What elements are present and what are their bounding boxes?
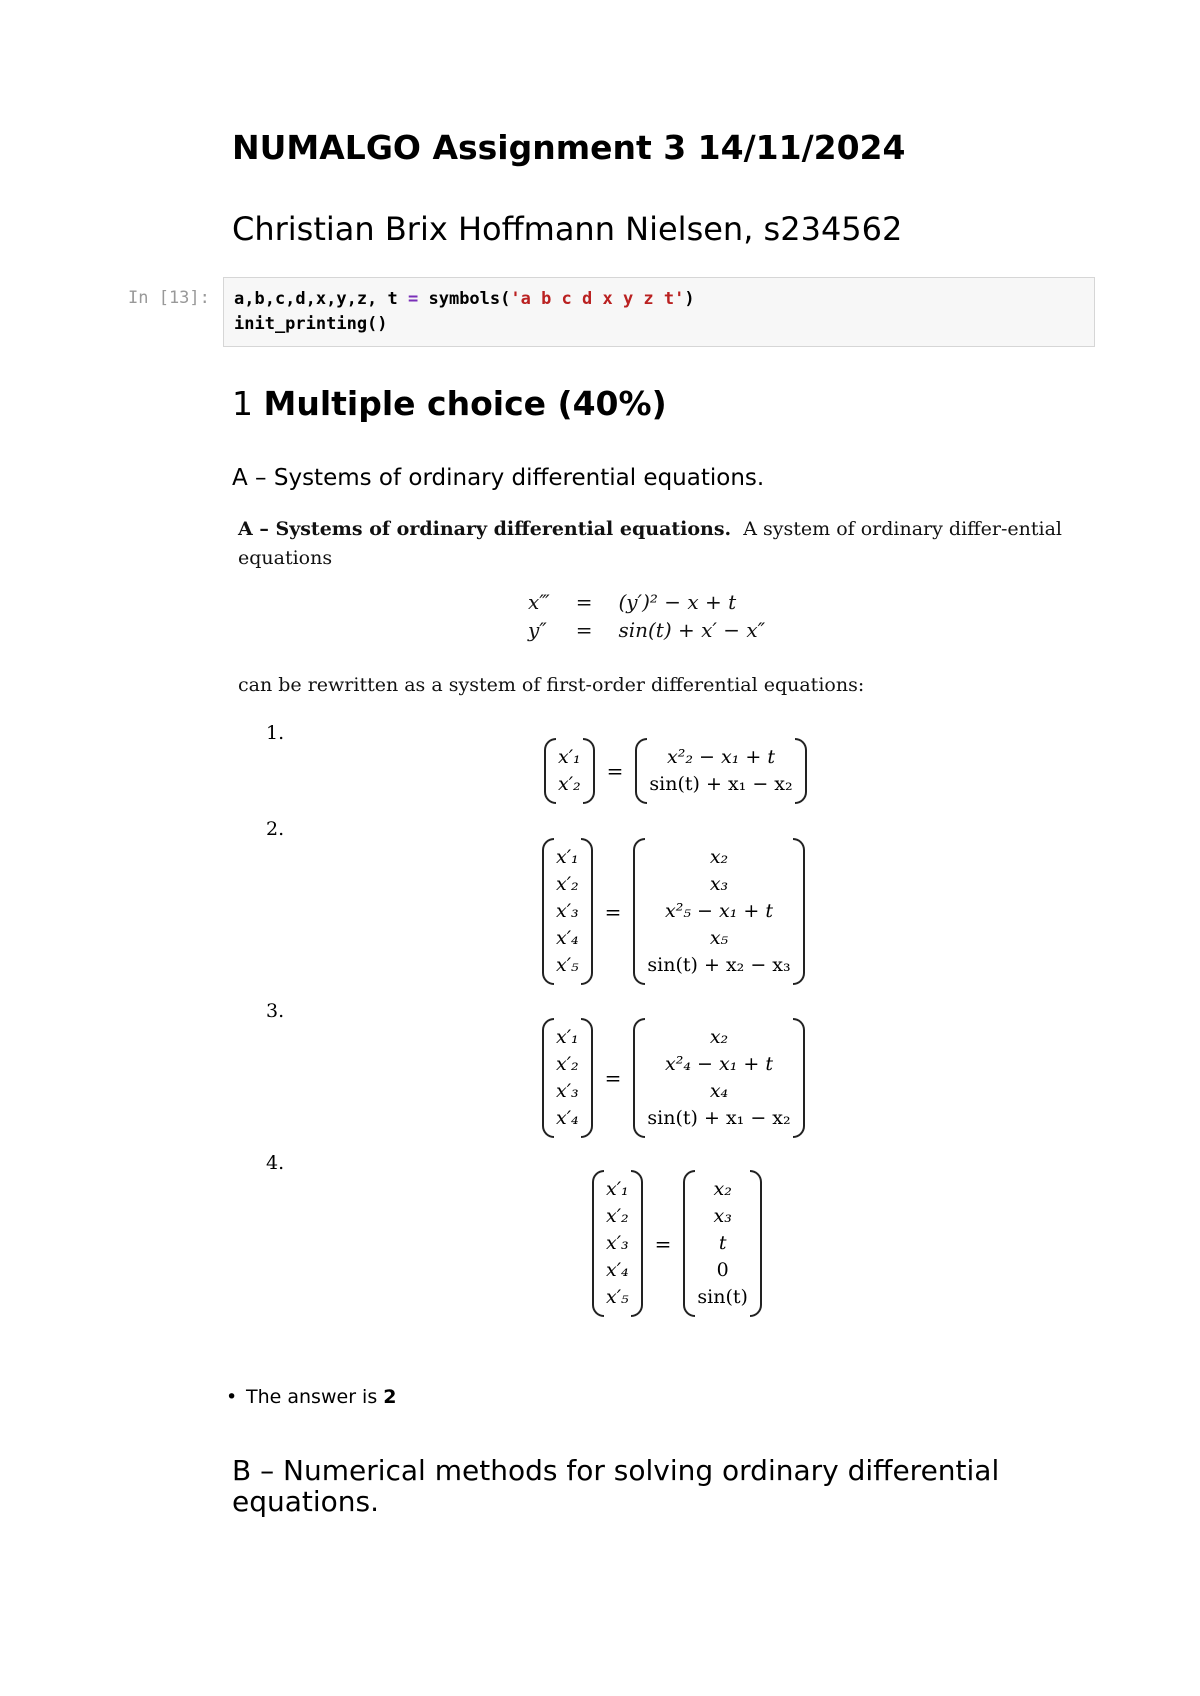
rhs-entry: x₂ bbox=[709, 846, 729, 868]
rewrite-text: can be rewritten as a system of first-order differential equations: bbox=[238, 674, 865, 696]
lhs-entry: x′₅ bbox=[606, 1286, 629, 1308]
option-3-matrix bbox=[542, 1018, 805, 1138]
lhs-entry: x′₄ bbox=[606, 1259, 629, 1281]
code-cell[interactable] bbox=[223, 277, 1095, 347]
lhs-entry: x′₁ bbox=[558, 746, 581, 768]
option-1-label: 1. bbox=[266, 722, 285, 744]
eq2-rhs: sin(t) + x′ − x″ bbox=[618, 618, 766, 642]
code-line-2: init_printing() bbox=[234, 314, 388, 334]
rhs-entry: x₃ bbox=[709, 873, 729, 895]
author-line: Christian Brix Hoffmann Nielsen, s234562 bbox=[232, 210, 903, 248]
code-vars: a,b,c,d,x,y,z, t bbox=[234, 289, 398, 309]
eq1-sign: = bbox=[575, 590, 593, 614]
option-4-eq: = bbox=[654, 1231, 672, 1256]
option-2-eq: = bbox=[604, 899, 622, 924]
section-number: 1 bbox=[232, 384, 253, 423]
option-3-lhs bbox=[542, 1018, 593, 1138]
option-2-lhs bbox=[542, 838, 593, 985]
cell-prompt: In [13]: bbox=[128, 288, 210, 308]
lhs-entry: x′₂ bbox=[556, 873, 579, 895]
lhs-entry: x′₂ bbox=[558, 773, 581, 795]
rhs-entry: sin(t) + x₁ − x₂ bbox=[649, 773, 793, 795]
code-assign: = bbox=[397, 289, 429, 309]
lhs-entry: x′₁ bbox=[556, 1026, 579, 1048]
rhs-entry: x₃ bbox=[713, 1205, 732, 1227]
rhs-entry: x₅ bbox=[709, 927, 729, 949]
answer-prefix: The answer is bbox=[246, 1386, 384, 1408]
eq2-sign: = bbox=[575, 618, 593, 642]
lhs-entry: x′₂ bbox=[606, 1205, 629, 1227]
code-close: ) bbox=[684, 289, 695, 309]
rhs-entry: sin(t) bbox=[697, 1286, 748, 1308]
rhs-entry: sin(t) + x₁ − x₂ bbox=[647, 1107, 791, 1129]
lhs-entry: x′₂ bbox=[556, 1053, 579, 1075]
code-string: 'a b c d x y z t' bbox=[510, 289, 685, 309]
option-4-matrix bbox=[592, 1170, 762, 1317]
intro-bold: A – Systems of ordinary differential equations. bbox=[238, 518, 732, 540]
rhs-entry: x₂ bbox=[713, 1178, 732, 1200]
lhs-entry: x′₃ bbox=[556, 1080, 579, 1102]
eq2-lhs: y″ bbox=[528, 618, 547, 642]
rhs-entry: x²₄ − x₁ + t bbox=[665, 1053, 773, 1075]
lhs-entry: x′₁ bbox=[606, 1178, 629, 1200]
rhs-entry: sin(t) + x₂ − x₃ bbox=[647, 954, 791, 976]
page-title: NUMALGO Assignment 3 14/11/2024 bbox=[232, 128, 906, 167]
part-b-heading: B – Numerical methods for solving ordinary differential equations. bbox=[232, 1454, 1000, 1518]
lhs-entry: x′₃ bbox=[606, 1232, 629, 1254]
option-1-lhs bbox=[544, 738, 595, 804]
rhs-entry: t bbox=[718, 1232, 727, 1254]
option-2-matrix bbox=[542, 838, 805, 985]
option-1-eq: = bbox=[606, 759, 624, 783]
option-4-rhs bbox=[683, 1170, 762, 1317]
rhs-entry: x₂ bbox=[709, 1026, 729, 1048]
option-2-rhs bbox=[633, 838, 804, 985]
option-1-rhs bbox=[635, 738, 806, 804]
option-3-rhs bbox=[633, 1018, 804, 1138]
rhs-entry: 0 bbox=[716, 1259, 729, 1281]
section-heading bbox=[232, 384, 667, 423]
option-1-matrix bbox=[544, 738, 807, 804]
answer-bullet bbox=[246, 1386, 397, 1408]
option-3-label: 3. bbox=[266, 1000, 285, 1022]
eq1-lhs: x‴ bbox=[528, 590, 550, 614]
option-4-label: 4. bbox=[266, 1152, 285, 1174]
lhs-entry: x′₅ bbox=[556, 954, 579, 976]
part-a-heading: A – Systems of ordinary differential equations. bbox=[232, 465, 765, 491]
lhs-entry: x′₁ bbox=[556, 846, 579, 868]
answer-value: 2 bbox=[383, 1386, 397, 1408]
rhs-entry: x²₅ − x₁ + t bbox=[665, 900, 773, 922]
lhs-entry: x′₄ bbox=[556, 1107, 579, 1129]
ode-system bbox=[520, 588, 773, 644]
option-2-label: 2. bbox=[266, 818, 285, 840]
intro-text: A system of ordinary differ-ential equations bbox=[238, 518, 1062, 569]
option-3-eq: = bbox=[604, 1066, 622, 1090]
code-line-1 bbox=[234, 287, 1084, 312]
eq1-rhs: (y′)² − x + t bbox=[618, 590, 737, 614]
problem-intro bbox=[238, 515, 1068, 573]
rhs-entry: x₄ bbox=[709, 1080, 729, 1102]
lhs-entry: x′₄ bbox=[556, 927, 579, 949]
lhs-entry: x′₃ bbox=[556, 900, 579, 922]
rhs-entry: x²₂ − x₁ + t bbox=[667, 746, 775, 768]
code-func: symbols( bbox=[428, 289, 511, 309]
section-title: Multiple choice (40%) bbox=[263, 384, 667, 423]
option-4-lhs bbox=[592, 1170, 643, 1317]
